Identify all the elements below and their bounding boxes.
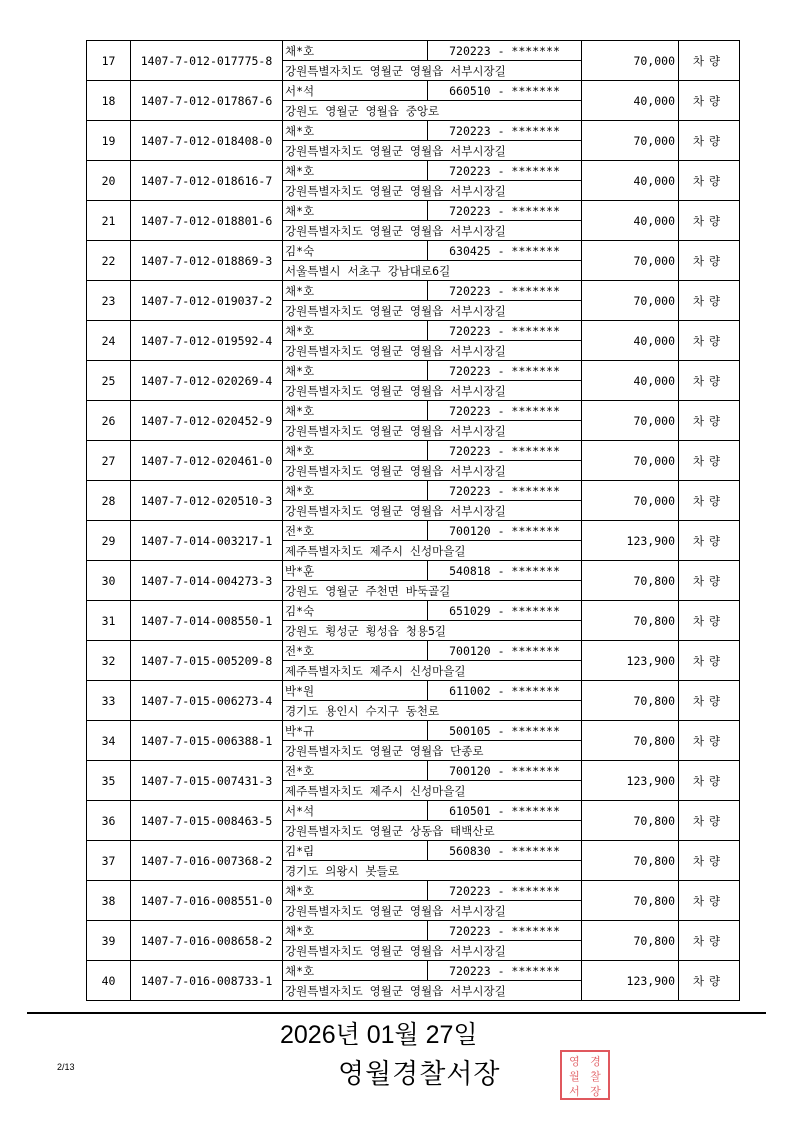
owner-name: 전*호: [283, 761, 428, 781]
owner-birth-id: 610501 - *******: [428, 801, 582, 821]
table-row: [87, 81, 740, 101]
record-type: 차량: [679, 921, 740, 961]
owner-name: 김*숙: [283, 601, 428, 621]
row-number: 39: [87, 921, 131, 961]
amount: 40,000: [582, 161, 679, 201]
record-type: 차량: [679, 641, 740, 681]
row-number: 38: [87, 881, 131, 921]
row-number: 30: [87, 561, 131, 601]
record-type: 차량: [679, 121, 740, 161]
owner-birth-id: 720223 - *******: [428, 961, 582, 981]
row-number: 29: [87, 521, 131, 561]
table-row: [87, 801, 740, 821]
owner-name: 채*호: [283, 121, 428, 141]
owner-name: 채*호: [283, 401, 428, 421]
row-number: 21: [87, 201, 131, 241]
owner-name: 채*호: [283, 441, 428, 461]
table-row: [87, 561, 740, 581]
record-type: 차량: [679, 201, 740, 241]
record-id: 1407-7-014-004273-3: [131, 561, 283, 601]
amount: 40,000: [582, 81, 679, 121]
table-row: [87, 721, 740, 741]
amount: 70,800: [582, 841, 679, 881]
table-row: [87, 161, 740, 181]
owner-name: 채*호: [283, 321, 428, 341]
record-type: 차량: [679, 761, 740, 801]
owner-address: 제주특별자치도 제주시 신성마을길: [283, 781, 582, 801]
table-row: [87, 841, 740, 861]
row-number: 17: [87, 41, 131, 81]
owner-address: 강원특별자치도 영월군 영월읍 단종로: [283, 741, 582, 761]
owner-name: 채*호: [283, 881, 428, 901]
owner-name: 채*호: [283, 281, 428, 301]
record-id: 1407-7-012-018801-6: [131, 201, 283, 241]
row-number: 24: [87, 321, 131, 361]
table-row: [87, 121, 740, 141]
owner-birth-id: 500105 - *******: [428, 721, 582, 741]
owner-name: 채*호: [283, 361, 428, 381]
table-row: [87, 761, 740, 781]
record-id: 1407-7-015-006388-1: [131, 721, 283, 761]
owner-birth-id: 651029 - *******: [428, 601, 582, 621]
owner-address: 서울특별시 서초구 강남대로6길: [283, 261, 582, 281]
owner-address: 강원도 영월군 영월읍 중앙로: [283, 101, 582, 121]
table-row: [87, 681, 740, 701]
row-number: 37: [87, 841, 131, 881]
owner-name: 서*석: [283, 801, 428, 821]
row-number: 33: [87, 681, 131, 721]
record-id: 1407-7-015-005209-8: [131, 641, 283, 681]
record-type: 차량: [679, 681, 740, 721]
record-id: 1407-7-016-008733-1: [131, 961, 283, 1001]
owner-birth-id: 630425 - *******: [428, 241, 582, 261]
table-row: [87, 241, 740, 261]
record-type: 차량: [679, 281, 740, 321]
record-type: 차량: [679, 241, 740, 281]
record-id: 1407-7-016-008658-2: [131, 921, 283, 961]
record-id: 1407-7-012-020452-9: [131, 401, 283, 441]
row-number: 34: [87, 721, 131, 761]
owner-address: 강원특별자치도 영월군 영월읍 서부시장길: [283, 341, 582, 361]
page-number: 2/13: [57, 1062, 75, 1072]
owner-address: 강원특별자치도 영월군 영월읍 서부시장길: [283, 141, 582, 161]
row-number: 32: [87, 641, 131, 681]
row-number: 31: [87, 601, 131, 641]
table-row: [87, 201, 740, 221]
table-row: [87, 481, 740, 501]
row-number: 19: [87, 121, 131, 161]
table-row: [87, 521, 740, 541]
record-id: 1407-7-012-017867-6: [131, 81, 283, 121]
record-id: 1407-7-015-006273-4: [131, 681, 283, 721]
owner-birth-id: 611002 - *******: [428, 681, 582, 701]
amount: 70,000: [582, 41, 679, 81]
amount: 40,000: [582, 321, 679, 361]
amount: 70,800: [582, 921, 679, 961]
owner-birth-id: 560830 - *******: [428, 841, 582, 861]
amount: 70,800: [582, 561, 679, 601]
owner-birth-id: 720223 - *******: [428, 121, 582, 141]
table-row: [87, 281, 740, 301]
row-number: 25: [87, 361, 131, 401]
record-id: 1407-7-012-018408-0: [131, 121, 283, 161]
owner-address: 강원도 영월군 주천면 바둑골길: [283, 581, 582, 601]
owner-address: 강원특별자치도 영월군 영월읍 서부시장길: [283, 221, 582, 241]
record-id: 1407-7-014-003217-1: [131, 521, 283, 561]
row-number: 23: [87, 281, 131, 321]
amount: 40,000: [582, 201, 679, 241]
amount: 123,900: [582, 521, 679, 561]
owner-address: 경기도 용인시 수지구 동천로: [283, 701, 582, 721]
records-table: [86, 40, 740, 1001]
owner-name: 채*호: [283, 41, 428, 61]
owner-name: 서*석: [283, 81, 428, 101]
owner-address: 강원특별자치도 영월군 영월읍 서부시장길: [283, 501, 582, 521]
amount: 123,900: [582, 641, 679, 681]
row-number: 18: [87, 81, 131, 121]
owner-name: 김*숙: [283, 241, 428, 261]
record-id: 1407-7-012-020269-4: [131, 361, 283, 401]
owner-birth-id: 660510 - *******: [428, 81, 582, 101]
owner-birth-id: 720223 - *******: [428, 321, 582, 341]
owner-birth-id: 720223 - *******: [428, 481, 582, 501]
amount: 70,800: [582, 801, 679, 841]
record-type: 차량: [679, 801, 740, 841]
record-id: 1407-7-016-007368-2: [131, 841, 283, 881]
record-type: 차량: [679, 321, 740, 361]
amount: 70,000: [582, 401, 679, 441]
amount: 70,000: [582, 281, 679, 321]
record-type: 차량: [679, 361, 740, 401]
table-row: [87, 441, 740, 461]
record-id: 1407-7-014-008550-1: [131, 601, 283, 641]
owner-name: 채*호: [283, 481, 428, 501]
table-row: [87, 361, 740, 381]
amount: 70,000: [582, 121, 679, 161]
owner-birth-id: 720223 - *******: [428, 441, 582, 461]
owner-address: 강원특별자치도 영월군 영월읍 서부시장길: [283, 381, 582, 401]
owner-name: 채*호: [283, 961, 428, 981]
table-row: [87, 41, 740, 61]
owner-name: 채*호: [283, 161, 428, 181]
owner-name: 채*호: [283, 921, 428, 941]
owner-address: 강원특별자치도 영월군 영월읍 서부시장길: [283, 941, 582, 961]
record-type: 차량: [679, 561, 740, 601]
owner-birth-id: 700120 - *******: [428, 761, 582, 781]
owner-birth-id: 720223 - *******: [428, 161, 582, 181]
record-id: 1407-7-012-018869-3: [131, 241, 283, 281]
record-id: 1407-7-012-017775-8: [131, 41, 283, 81]
record-type: 차량: [679, 161, 740, 201]
owner-address: 강원특별자치도 영월군 영월읍 서부시장길: [283, 981, 582, 1001]
owner-name: 채*호: [283, 201, 428, 221]
table-row: [87, 401, 740, 421]
record-id: 1407-7-015-008463-5: [131, 801, 283, 841]
owner-birth-id: 720223 - *******: [428, 201, 582, 221]
owner-address: 강원특별자치도 영월군 상동읍 태백산로: [283, 821, 582, 841]
table-row: [87, 641, 740, 661]
owner-address: 강원특별자치도 영월군 영월읍 서부시장길: [283, 421, 582, 441]
table-row: [87, 961, 740, 981]
row-number: 20: [87, 161, 131, 201]
record-type: 차량: [679, 441, 740, 481]
amount: 70,800: [582, 881, 679, 921]
row-number: 26: [87, 401, 131, 441]
record-id: 1407-7-016-008551-0: [131, 881, 283, 921]
amount: 70,000: [582, 481, 679, 521]
owner-address: 강원특별자치도 영월군 영월읍 서부시장길: [283, 461, 582, 481]
owner-name: 전*호: [283, 641, 428, 661]
owner-address: 강원특별자치도 영월군 영월읍 서부시장길: [283, 181, 582, 201]
record-id: 1407-7-012-019592-4: [131, 321, 283, 361]
owner-birth-id: 720223 - *******: [428, 281, 582, 301]
record-id: 1407-7-012-018616-7: [131, 161, 283, 201]
row-number: 40: [87, 961, 131, 1001]
owner-address: 제주특별자치도 제주시 신성마을길: [283, 661, 582, 681]
issuing-office: 영월경찰서장: [338, 1059, 501, 1089]
owner-address: 강원특별자치도 영월군 영월읍 서부시장길: [283, 901, 582, 921]
owner-address: 강원도 횡성군 횡성읍 청용5길: [283, 621, 582, 641]
amount: 40,000: [582, 361, 679, 401]
owner-birth-id: 720223 - *******: [428, 921, 582, 941]
record-id: 1407-7-012-019037-2: [131, 281, 283, 321]
row-number: 27: [87, 441, 131, 481]
amount: 123,900: [582, 761, 679, 801]
record-type: 차량: [679, 841, 740, 881]
record-type: 차량: [679, 521, 740, 561]
official-seal-stamp: 영 경 월 찰 서 장: [560, 1050, 610, 1100]
table-row: [87, 881, 740, 901]
owner-name: 박*규: [283, 721, 428, 741]
owner-name: 전*호: [283, 521, 428, 541]
owner-address: 강원특별자치도 영월군 영월읍 서부시장길: [283, 61, 582, 81]
row-number: 35: [87, 761, 131, 801]
record-type: 차량: [679, 721, 740, 761]
record-type: 차량: [679, 881, 740, 921]
owner-birth-id: 700120 - *******: [428, 641, 582, 661]
record-type: 차량: [679, 81, 740, 121]
owner-birth-id: 720223 - *******: [428, 361, 582, 381]
owner-birth-id: 720223 - *******: [428, 401, 582, 421]
table-row: [87, 921, 740, 941]
table-row: [87, 601, 740, 621]
amount: 70,800: [582, 601, 679, 641]
owner-name: 김*림: [283, 841, 428, 861]
row-number: 22: [87, 241, 131, 281]
record-type: 차량: [679, 961, 740, 1001]
owner-birth-id: 720223 - *******: [428, 881, 582, 901]
record-id: 1407-7-012-020461-0: [131, 441, 283, 481]
footer-divider: [27, 1012, 766, 1014]
owner-address: 제주특별자치도 제주시 신성마을길: [283, 541, 582, 561]
record-id: 1407-7-012-020510-3: [131, 481, 283, 521]
table-row: [87, 321, 740, 341]
amount: 70,800: [582, 721, 679, 761]
owner-address: 경기도 의왕시 봇들로: [283, 861, 582, 881]
record-type: 차량: [679, 601, 740, 641]
record-type: 차량: [679, 401, 740, 441]
amount: 70,000: [582, 441, 679, 481]
issue-date: 2026년 01월 27일: [280, 1021, 478, 1049]
record-id: 1407-7-015-007431-3: [131, 761, 283, 801]
record-type: 차량: [679, 481, 740, 521]
owner-birth-id: 540818 - *******: [428, 561, 582, 581]
amount: 123,900: [582, 961, 679, 1001]
owner-birth-id: 700120 - *******: [428, 521, 582, 541]
record-type: 차량: [679, 41, 740, 81]
row-number: 36: [87, 801, 131, 841]
owner-name: 박*훈: [283, 561, 428, 581]
owner-name: 박*원: [283, 681, 428, 701]
amount: 70,800: [582, 681, 679, 721]
owner-birth-id: 720223 - *******: [428, 41, 582, 61]
row-number: 28: [87, 481, 131, 521]
owner-address: 강원특별자치도 영월군 영월읍 서부시장길: [283, 301, 582, 321]
amount: 70,000: [582, 241, 679, 281]
